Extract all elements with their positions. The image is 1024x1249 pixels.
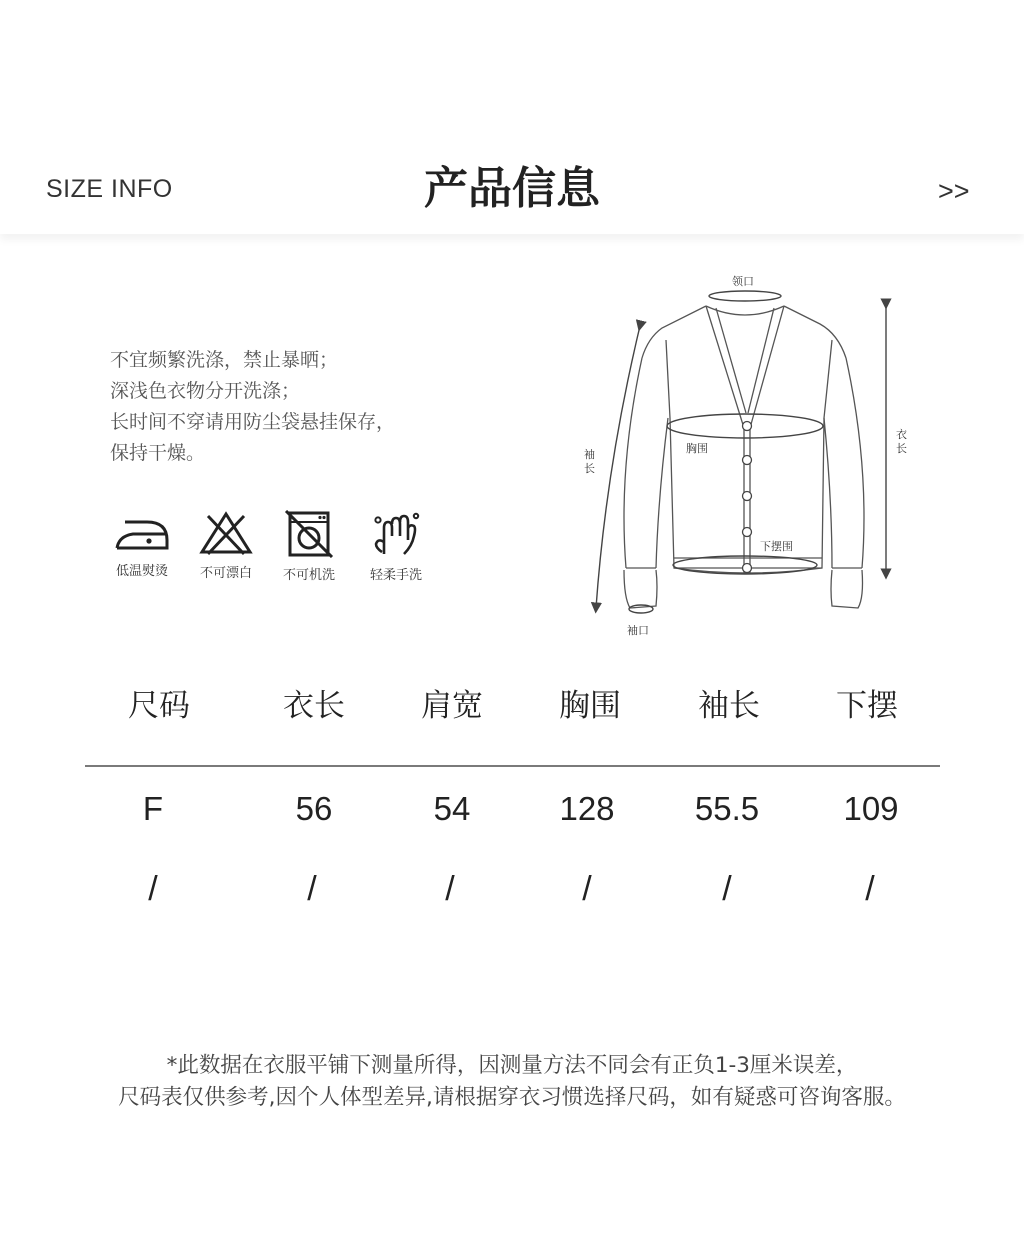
header-chest: 胸围 [559,688,621,724]
iron-low-icon [111,510,173,554]
care-icon-label: 不可漂白 [199,566,252,581]
size-table-header [0,680,1024,730]
cell-hem: / [865,870,875,908]
cell-chest: 128 [559,790,615,827]
cell-hem: 109 [843,790,899,827]
cell-sleeve: / [722,870,732,908]
label-sleeve-a: 袖 [584,448,595,461]
header-shoulder: 肩宽 [421,688,483,724]
note-line-2: 尺码表仅供参考,因个人体型差异,请根据穿衣习惯选择尺码，如有疑惑可咨询客服。 [118,1085,906,1110]
cell-sleeve: 55.5 [694,790,760,827]
note-line-1: *此数据在衣服平铺下测量所得，因测量方法不同会有正负1-3厘米误差， [166,1053,858,1078]
header-bar [0,0,1024,234]
cell-shoulder: 54 [433,790,471,827]
label-cuff: 袖口 [627,624,649,637]
care-line: 不宜频繁洗涤，禁止暴晒； [110,349,339,371]
next-arrow-link[interactable]: >> [938,176,970,206]
header-length: 衣长 [283,688,345,724]
hand-wash-icon [370,510,422,558]
cell-shoulder: / [445,870,455,908]
label-chest: 胸围 [686,442,708,455]
care-line: 深浅色衣物分开洗涤； [110,380,301,402]
care-item-iron [102,510,182,579]
header-size: 尺码 [128,688,190,724]
label-length-b: 长 [896,442,907,455]
care-item-bleach [186,510,266,581]
no-machine-wash-icon [284,510,334,558]
care-item-handwash [356,510,436,583]
label-neckline: 领口 [732,275,754,288]
no-bleach-icon [198,510,254,556]
garment-diagram [570,268,930,648]
care-icon-label: 不可机洗 [282,568,335,583]
cell-length: 56 [295,790,333,827]
measurement-note [0,1050,1024,1114]
table-divider [85,765,940,767]
care-icon-label: 低温熨烫 [115,564,168,579]
cardigan-diagram [570,268,930,648]
care-line: 长时间不穿请用防尘袋悬挂保存， [110,411,396,433]
table-row [0,790,1024,834]
label-sleeve-b: 长 [584,462,595,475]
care-item-machine [269,510,349,583]
care-line: 保持干燥。 [110,442,206,464]
cell-chest: / [582,870,592,908]
cell-size: F [142,790,164,827]
size-info-label: SIZE INFO [46,175,173,203]
measure-lines [596,291,886,613]
care-icon-label: 轻柔手洗 [369,568,422,583]
care-instructions [110,345,395,469]
label-length-a: 衣 [896,428,907,441]
label-hem: 下摆围 [760,540,793,553]
page-title: 产品信息 [424,163,600,214]
cell-length: / [307,870,317,908]
cell-size: / [148,870,158,908]
table-row [0,870,1024,914]
header-sleeve: 袖长 [698,688,760,724]
care-icons [106,510,446,590]
header-hem: 下摆 [836,688,898,724]
